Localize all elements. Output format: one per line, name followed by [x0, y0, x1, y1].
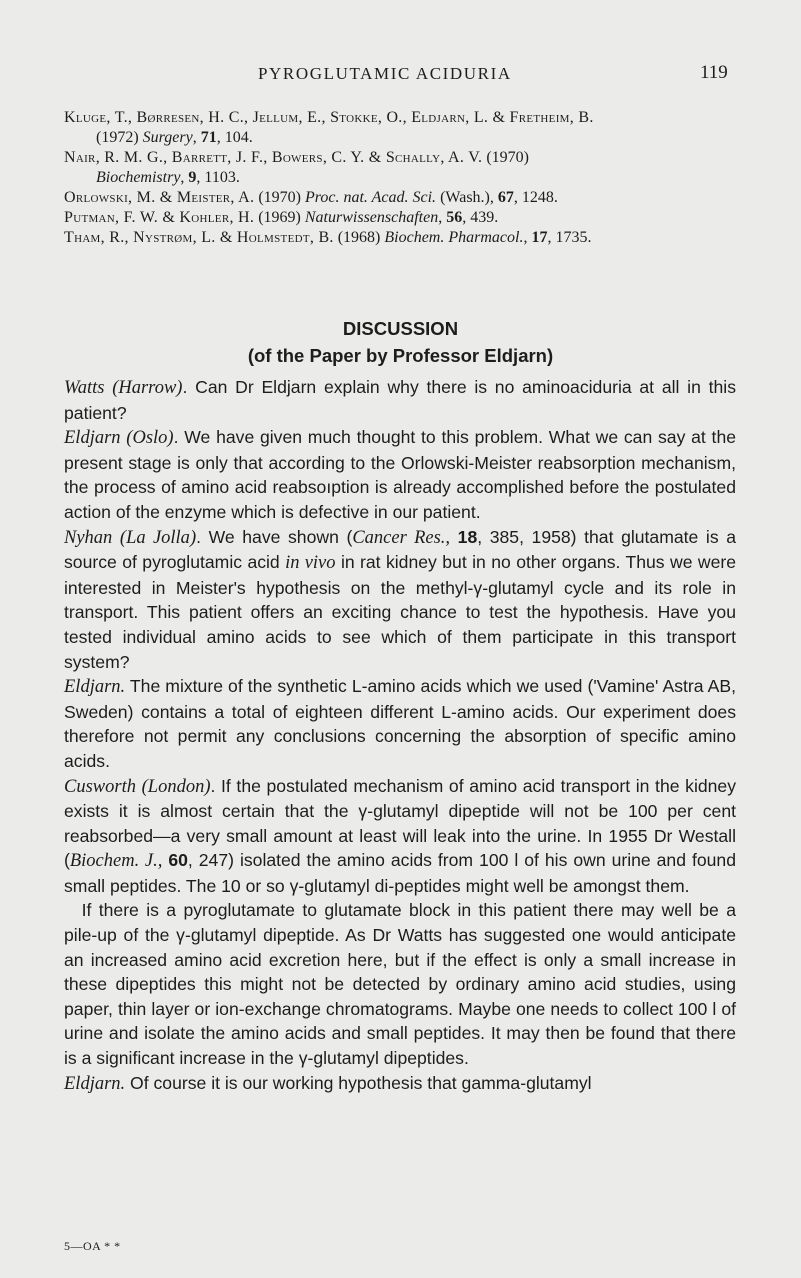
reference-pages: , 104. [216, 129, 253, 146]
discussion-subtitle: (of the Paper by Professor Eldjarn) [247, 345, 554, 366]
reference-authors: Nair, R. M. G., Barrett, J. F., Bowers, C. Y. & Schally, A. V. [64, 149, 483, 166]
reference-authors: Kluge, T., Børresen, H. C., Jellum, E., Stokke, O., Eldjarn, L. & Fretheim, B. [64, 109, 594, 126]
reference-volume: 56 [446, 209, 463, 226]
speaker-name: Watts [64, 378, 105, 398]
speaker-place: London [147, 776, 205, 797]
paragraph-text: in rat kidney but in no other organs. Thus we were interested in Meister's hypothesis on the methyl-γ-glutamyl cycle and its role in transport. This patient offers an exciting chance to test the hypothesis. Have you tested individual amino acids to see which of them participate in this transport system? [64, 552, 737, 672]
reference-journal: Naturwissenschaften [304, 209, 439, 226]
paragraph-text: , 385, 1958) that glutamate is a source of pyroglutamic acid [64, 526, 736, 573]
discussion-title: DISCUSSION [342, 318, 459, 339]
reference-authors: Tham, R., Nystrøm, L. & Holmstedt, B. [64, 229, 334, 246]
citation-journal: Biochem. J., [69, 851, 163, 872]
reference-pages: , 439. [462, 209, 499, 226]
paragraph-text: If there is a pyroglutamate to glutamate block in this patient there may well be a pile-up of the γ-glutamyl dipeptide. As Dr Watts has suggested one would anticipate an increased amino acid excretion here, but if the effect is only a small increase in these dipeptides this might not be detected by ordinary amino acid studies, using paper, thin layer or ion-exchange chromatograms. Maybe one needs to collect 100 l of urine and isolate the amino acids and small peptides. It may then be found that there is a significant increase in the γ-glutamyl dipeptides. [64, 900, 736, 1069]
reference-pages: , 1248. [513, 189, 558, 206]
reference-volume: 9 [188, 169, 197, 186]
reference-year: (1972) [96, 129, 139, 146]
paragraph-text: , 247) isolated the amino acids from 100 l of his own urine and found small peptides. The 10 or so γ-glutamyl di-peptides might well be amongst them. [64, 850, 736, 896]
discussion-paragraph: Watts (Harrow). Can Dr Eldjarn explain why there is no aminoaciduria at all in this patient? [64, 377, 736, 423]
discussion-paragraph [64, 1071, 736, 1097]
paragraph-text: If the postulated mechanism of amino acid transport in the kidney exists it is almost certain that the γ-glutamyl dipeptide will not be 100 per cent reabsorbed—a very small amount at least will leak into the urine. In 1955 Dr Westall ( [64, 775, 737, 871]
reference-list [64, 108, 754, 248]
discussion-paragraph: Nyhan (La Jolla). We have shown (Cancer Res., 18, 385, 1958) that glutamate is a source of pyroglutamic acid in vivo in rat kidney but in no other organs. Thus we were interested in Meister's hypothesis on the methyl-γ-glutamyl cycle and its role in transport. This patient offers an exciting chance to test the hypothesis. Have you tested individual amino acids to see which of them participate in this transport system? [64, 526, 737, 672]
speaker-name: Cusworth [64, 776, 136, 797]
discussion-paragraph: Cusworth (London). If the postulated mechanism of amino acid transport in the kidney exists it is almost certain that the γ-glutamyl dipeptide will not be 100 per cent reabsorbed—a very small amount at least will leak into the urine. In 1955 Dr Westall (Biochem. J., 60, 247) isolated the amino acids from 100 l of his own urine and found small peptides. The 10 or so γ-glutamyl di-peptides might well be amongst them. [64, 775, 737, 896]
latin-term: in vivo [285, 553, 336, 574]
reference-pages: , 1103. [196, 169, 240, 186]
reference-volume: 71 [200, 129, 217, 146]
page-number: 119 [700, 62, 728, 83]
reference-year: (1968) [337, 229, 381, 246]
reference-year: (1970) [486, 149, 529, 166]
reference-item: Tham, R., Nystrøm, L. & Holmstedt, B. (1968) Biochem. Pharmacol., 17, 1735. [64, 229, 592, 246]
reference-pages: , 1735. [547, 229, 592, 246]
reference-extra: (Wash.), [436, 189, 494, 206]
paragraph-text: Can Dr Eldjarn explain why there is no aminoaciduria at all in this patient? [64, 377, 736, 423]
printer-signature: 5—OA * * [64, 1239, 121, 1253]
reference-journal: Biochemistry [96, 169, 181, 186]
speaker-name: Nyhan [64, 527, 113, 548]
discussion-paragraph: Eldjarn (Oslo). We have given much thought to this problem. What we can say at the present stage is only that according to the Orlowski-Meister reabsorption mechanism, the process of amino acid reabsoıption is already accomplished before the postulated action of the enzyme which is defective in our patient. [64, 427, 737, 522]
reference-item [64, 188, 754, 208]
paragraph-text: We have shown ( [208, 526, 353, 547]
reference-journal: Biochem. Pharmacol. [384, 229, 524, 246]
discussion-body [64, 375, 736, 1096]
reference-volume: 17 [531, 229, 548, 246]
reference-journal: Proc. nat. Acad. Sci. [304, 189, 437, 206]
reference-item: Kluge, T., Børresen, H. C., Jellum, E., Stokke, O., Eldjarn, L. & Fretheim, B. (1972) Surgery, 71, 104. [64, 109, 594, 146]
speaker-place: Harrow [118, 378, 177, 398]
paragraph-text: Of course it is our working hypothesis that gamma-glutamyl [130, 1072, 592, 1093]
reference-year: (1969) [258, 209, 301, 226]
reference-year: (1970) [258, 189, 301, 206]
reference-journal: Surgery [142, 129, 193, 146]
discussion-paragraph [64, 674, 736, 773]
citation-volume: 18 [457, 526, 478, 547]
reference-authors: Orlowski, M. & Meister, A. [64, 189, 255, 206]
citation-journal: Cancer Res., [352, 527, 451, 548]
speaker-name: Eldjarn. [64, 1073, 126, 1094]
reference-volume: 67 [497, 189, 514, 206]
reference-item: Nair, R. M. G., Barrett, J. F., Bowers, C. Y. & Schally, A. V. (1970) Biochemistry, 9, 1103. [64, 149, 529, 186]
paragraph-text: The mixture of the synthetic L-amino acids which we used ('Vamine' Astra AB, Sweden) contains a total of eighteen different L-amino acids. Our experiment does therefore not permit any conclusions concerning the absorption of specific amino acids. [64, 676, 737, 771]
speaker-place: La Jolla [126, 527, 190, 548]
reference-authors: Putman, F. W. & Kohler, H. [64, 209, 255, 226]
speaker-place: Oslo [132, 428, 168, 449]
discussion-heading [0, 315, 801, 369]
speaker-name: Eldjarn. [64, 677, 126, 698]
paragraph-text: We have given much thought to this problem. What we can say at the present stage is only that according to the Orlowski-Meister reabsorption mechanism, the process of amino acid reabsoıption is already accomplished before the postulated action of the enzyme which is defective in our patient. [64, 427, 737, 522]
citation-volume: 60 [168, 850, 188, 871]
speaker-name: Eldjarn [64, 428, 121, 449]
running-title: PYROGLUTAMIC ACIDURIA [258, 64, 512, 83]
reference-item: Putman, F. W. & Kohler, H. (1969) Naturwissenschaften, 56, 439. [64, 209, 499, 226]
running-head [0, 64, 801, 90]
discussion-paragraph [64, 898, 736, 1070]
